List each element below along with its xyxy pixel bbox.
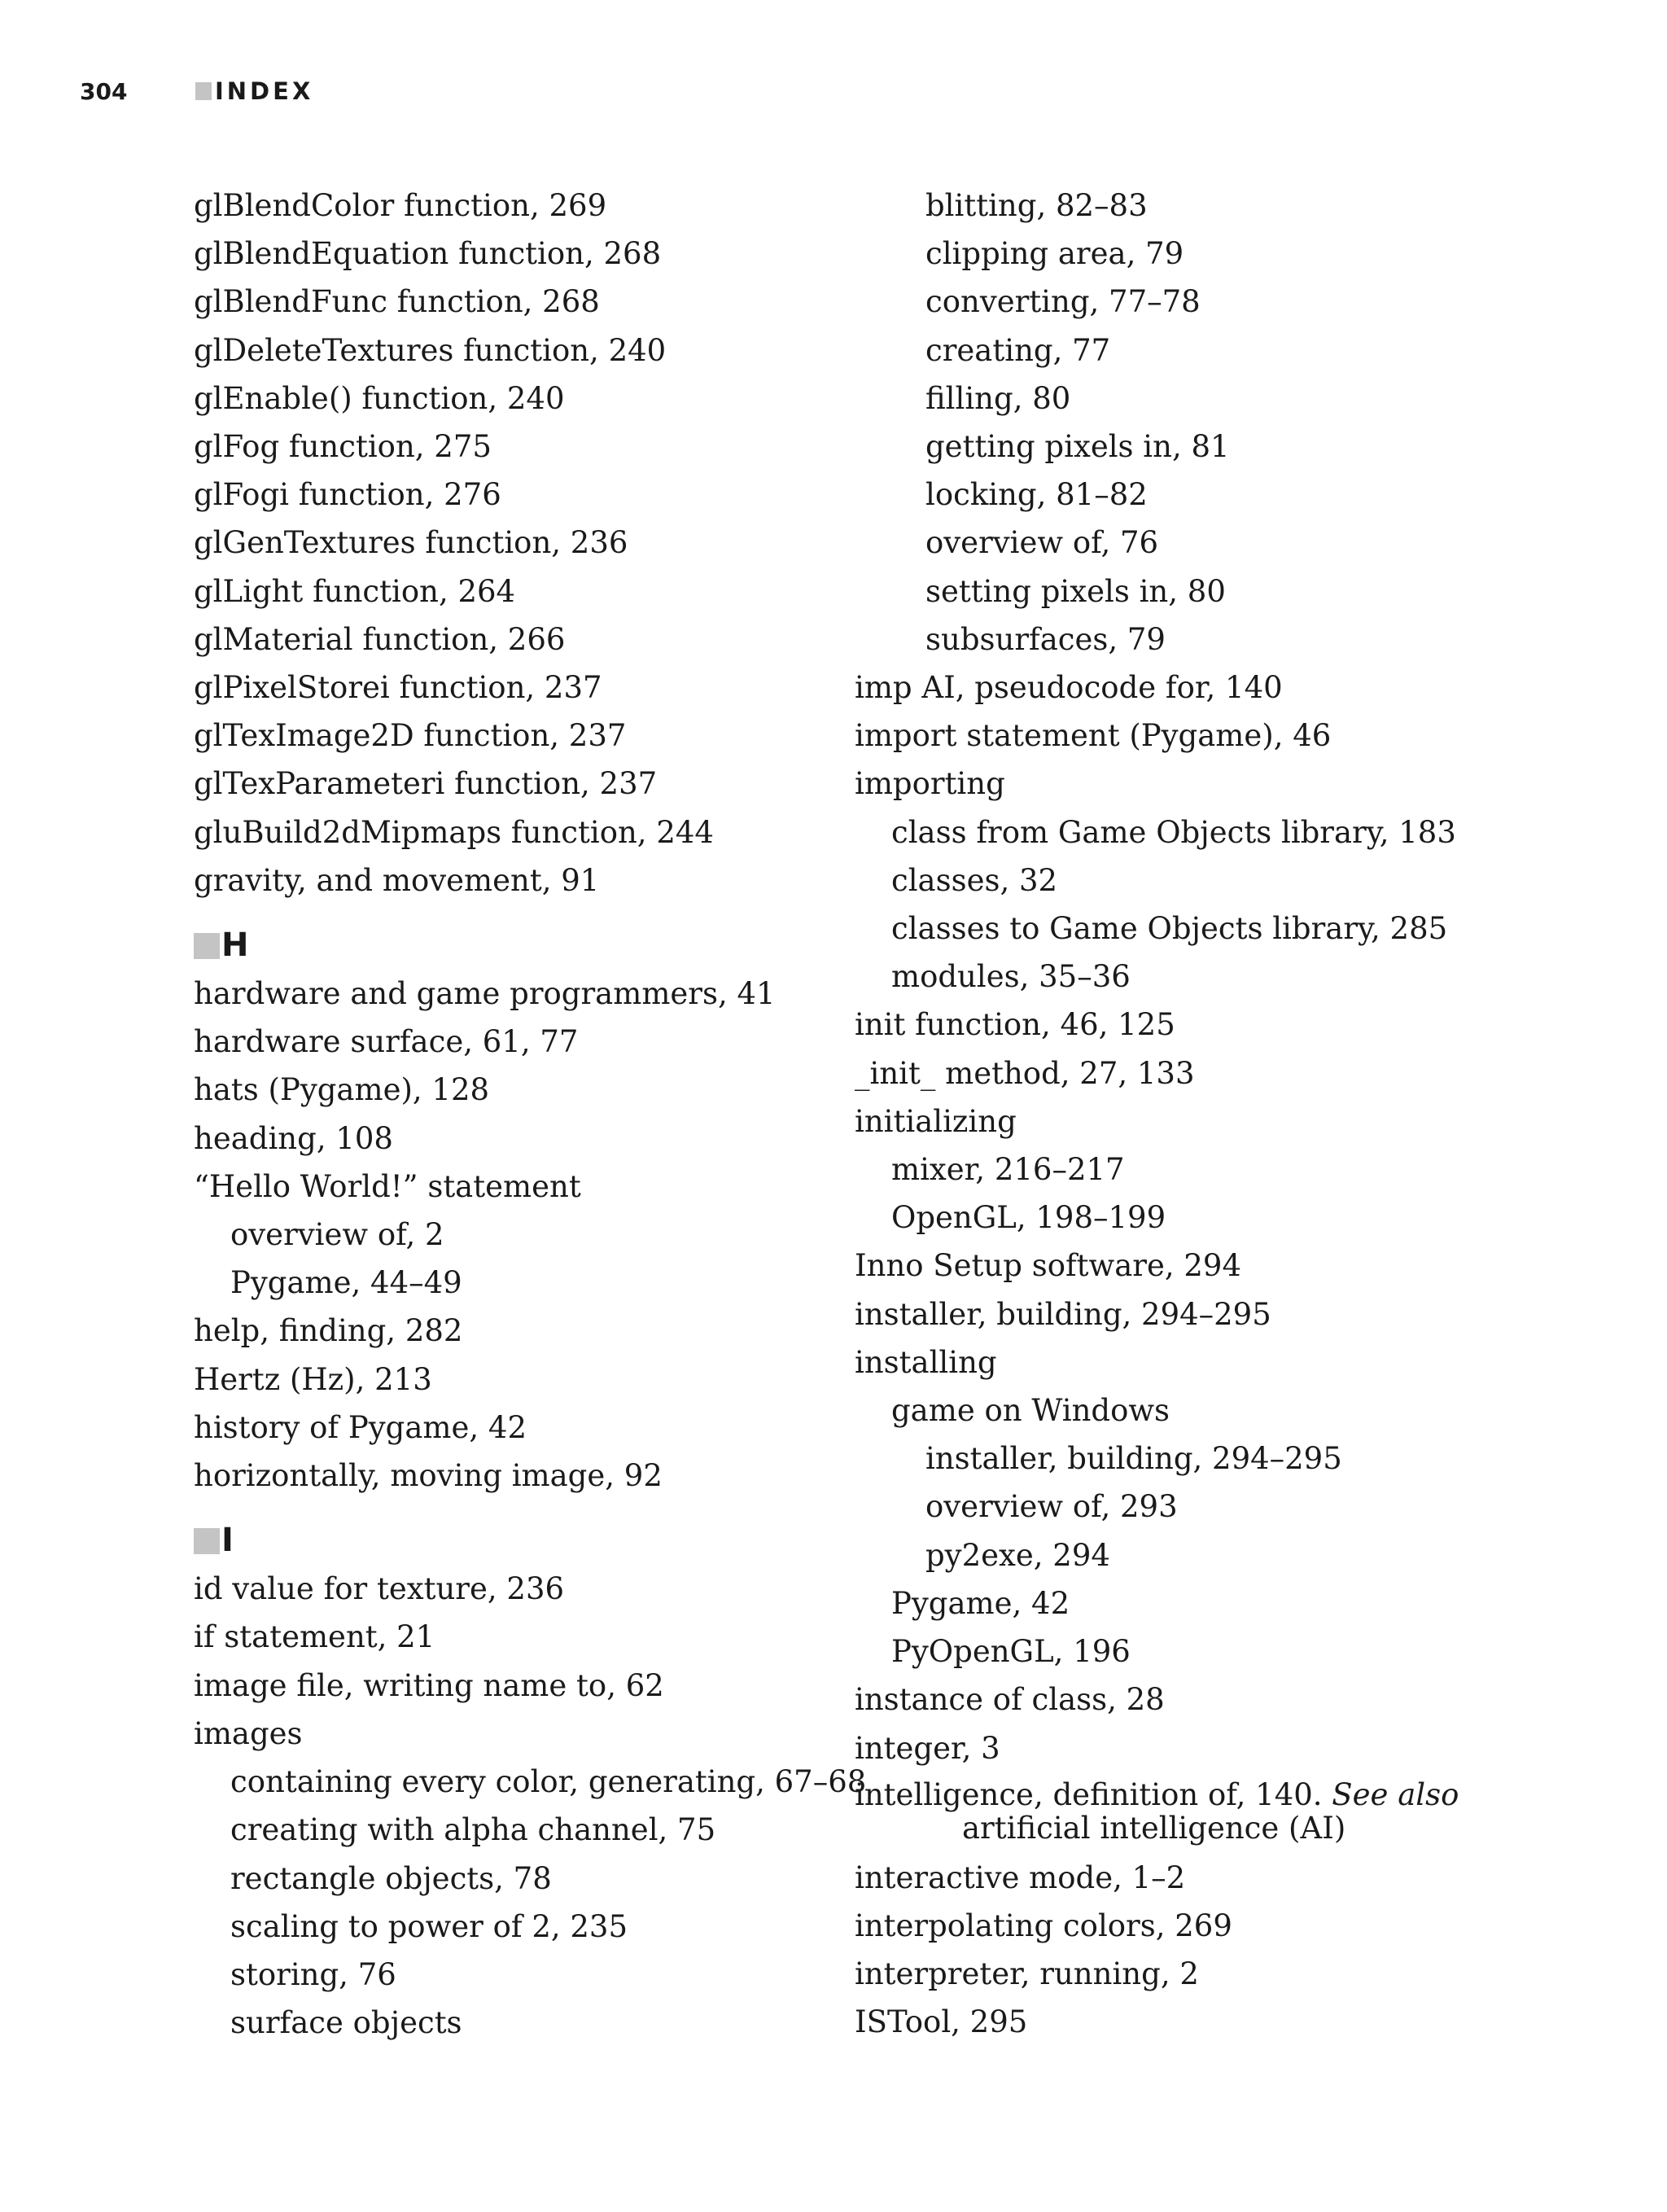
index-subsubentry: overview of, 293 [925, 1489, 1178, 1525]
index-entry: installing [855, 1344, 997, 1380]
index-subsubentry: blitting, 82–83 [925, 188, 1148, 223]
index-subsubentry: subsurfaces, 79 [925, 621, 1166, 657]
index-subsubentry: getting pixels in, 81 [925, 429, 1230, 465]
index-entry: glFogi function, 276 [194, 477, 501, 513]
wrap-line-first [855, 1778, 1555, 1811]
index-subentry: mixer, 216–217 [891, 1152, 1125, 1188]
section-marker-box [194, 1528, 220, 1554]
index-subsubentry: converting, 77–78 [925, 284, 1201, 320]
index-entry: import statement (Pygame), 46 [855, 718, 1332, 754]
index-subsubentry: installer, building, 294–295 [925, 1441, 1342, 1477]
index-entry: history of Pygame, 42 [194, 1409, 527, 1445]
index-subentry: Pygame, 42 [891, 1585, 1070, 1621]
index-entry: gravity, and movement, 91 [194, 862, 600, 898]
index-entry: glEnable() function, 240 [194, 380, 565, 416]
index-entry: instance of class, 28 [855, 1682, 1165, 1718]
index-subentry: game on Windows [891, 1393, 1170, 1429]
running-head-title: INDEX [215, 77, 314, 105]
section-heading-h [194, 922, 845, 970]
index-entry: glPixelStorei function, 237 [194, 670, 602, 706]
index-entry: interactive mode, 1–2 [855, 1859, 1186, 1895]
index-entry: Hertz (Hz), 213 [194, 1361, 432, 1397]
index-subentry: modules, 35–36 [891, 959, 1131, 995]
index-entry: init function, 46, 125 [855, 1007, 1175, 1043]
index-entry: glBlendColor function, 269 [194, 188, 607, 223]
index-subentry: classes, 32 [891, 862, 1058, 898]
intelligence-main-text: intelligence, definition of, 140. [855, 1776, 1323, 1812]
index-entry: glLight function, 264 [194, 573, 516, 609]
index-entry: _init_ method, 27, 133 [855, 1055, 1195, 1091]
index-entry: glTexImage2D function, 237 [194, 718, 627, 754]
index-entry: glBlendEquation function, 268 [194, 236, 662, 272]
index-entry: “Hello World!” statement [194, 1168, 581, 1204]
index-entry: id value for texture, 236 [194, 1571, 565, 1607]
index-entry: glMaterial function, 266 [194, 621, 566, 657]
index-subsubentry: overview of, 76 [925, 525, 1159, 561]
index-entry: heading, 108 [194, 1120, 393, 1156]
index-subentry: overview of, 2 [230, 1217, 444, 1253]
index-entry: glBlendFunc function, 268 [194, 284, 600, 320]
index-entry: installer, building, 294–295 [855, 1296, 1271, 1332]
index-entry: glTexParameteri function, 237 [194, 766, 658, 802]
index-subentry: storing, 76 [230, 1956, 396, 1992]
header-marker-box [195, 82, 212, 100]
index-subentry: classes to Game Objects library, 285 [891, 911, 1448, 947]
index-entry: interpreter, running, 2 [855, 1956, 1199, 1992]
index-subsubentry: py2exe, 294 [925, 1537, 1110, 1573]
index-subentry: OpenGL, 198–199 [891, 1200, 1166, 1236]
index-entry: images [194, 1715, 303, 1751]
running-head [80, 75, 313, 107]
index-entry: hats (Pygame), 128 [194, 1072, 490, 1108]
index-entry: gluBuild2dMipmaps function, 244 [194, 814, 714, 850]
index-entry: initializing [855, 1103, 1017, 1139]
index-entry: help, finding, 282 [194, 1313, 463, 1349]
index-subentry: rectangle objects, 78 [230, 1860, 552, 1896]
section-heading-i [194, 1517, 845, 1565]
index-entry: glDeleteTextures function, 240 [194, 332, 667, 368]
index-subentry: scaling to power of 2, 235 [230, 1908, 628, 1944]
section-letter: H [221, 926, 249, 964]
index-subentry: surface objects [230, 2005, 462, 2041]
index-entry: importing [855, 766, 1005, 802]
index-subentry: PyOpenGL, 196 [891, 1634, 1131, 1670]
index-entry: ISTool, 295 [855, 2004, 1028, 2040]
index-subsubentry: setting pixels in, 80 [925, 573, 1226, 609]
index-subentry: containing every color, generating, 67–68 [230, 1764, 867, 1800]
see-also-label: See also [1332, 1776, 1459, 1812]
index-column-right [855, 182, 1555, 2047]
index-entry: glGenTextures function, 236 [194, 525, 628, 561]
index-entry: integer, 3 [855, 1730, 1000, 1766]
section-marker-box [194, 933, 220, 959]
index-entry: imp AI, pseudocode for, 140 [855, 670, 1283, 706]
index-entry: image file, writing name to, 62 [194, 1667, 664, 1703]
index-entry: hardware surface, 61, 77 [194, 1024, 579, 1060]
index-subentry: Pygame, 44–49 [230, 1265, 462, 1301]
index-subentry: creating with alpha channel, 75 [230, 1812, 716, 1848]
index-subsubentry: creating, 77 [925, 332, 1111, 368]
index-entry: interpolating colors, 269 [855, 1908, 1232, 1943]
intelligence-continuation: artificial intelligence (AI) [962, 1810, 1346, 1846]
index-column-left [194, 182, 867, 2047]
section-letter: I [221, 1522, 234, 1560]
index-subentry: class from Game Objects library, 183 [891, 814, 1456, 850]
index-entry-intelligence [855, 1772, 1555, 1854]
index-subsubentry: filling, 80 [925, 380, 1071, 416]
index-entry: glFog function, 275 [194, 429, 492, 465]
index-entry: Inno Setup software, 294 [855, 1248, 1241, 1284]
index-entry: hardware and game programmers, 41 [194, 976, 776, 1012]
index-subsubentry: clipping area, 79 [925, 236, 1184, 272]
index-subsubentry: locking, 81–82 [925, 477, 1148, 513]
page-number: 304 [80, 77, 128, 105]
index-entry: if statement, 21 [194, 1619, 435, 1655]
index-entry: horizontally, moving image, 92 [194, 1458, 663, 1494]
